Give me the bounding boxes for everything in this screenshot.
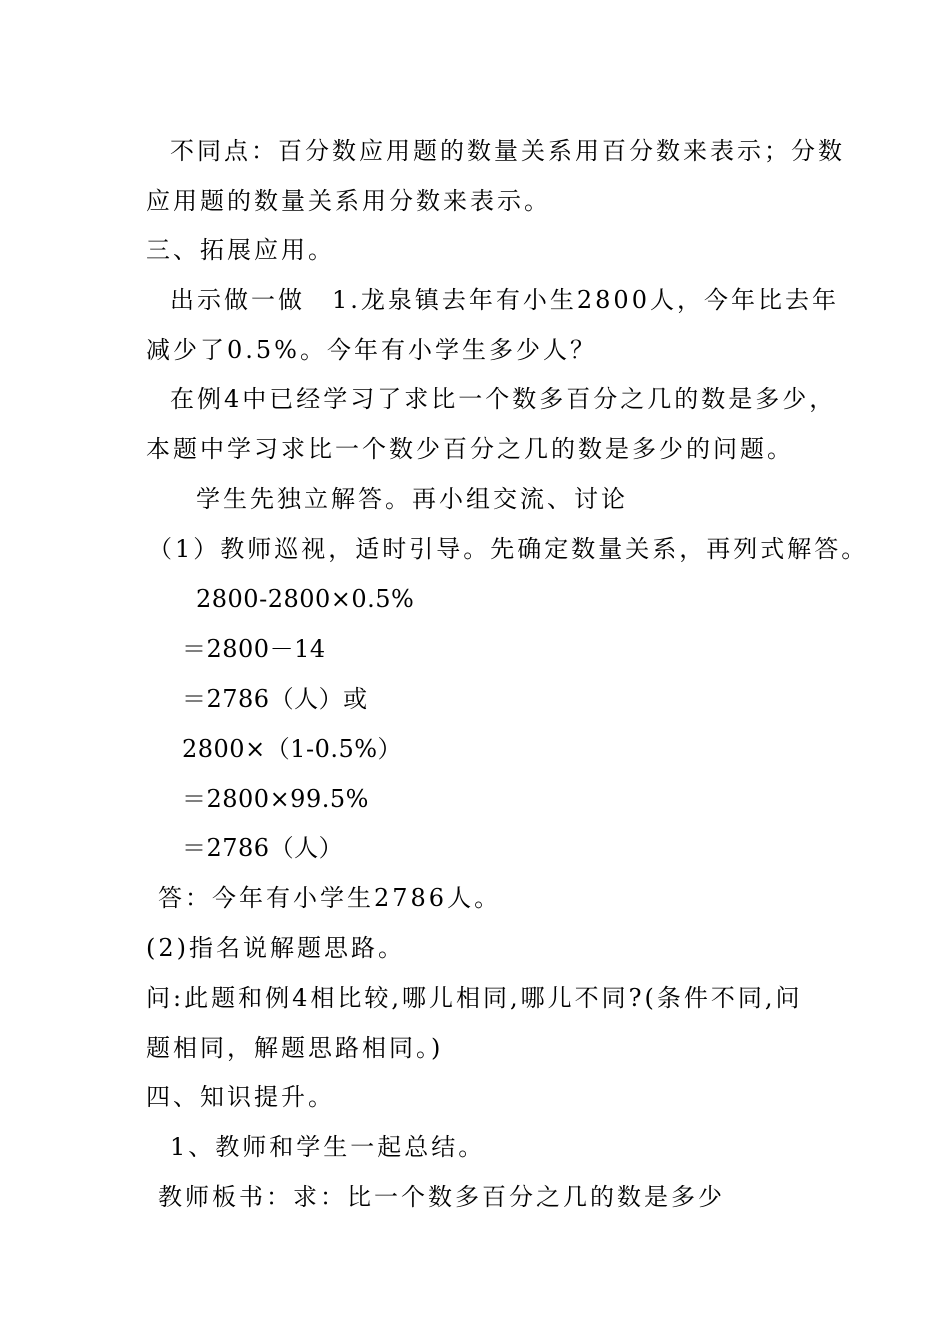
summary-line: 1、教师和学生一起总结。 — [170, 1133, 486, 1161]
question-line1: 问:此题和例4相比较,哪儿相同,哪儿不同?(条件不同,问 — [146, 984, 803, 1012]
section-heading-knowledge: 四、知识提升。 — [146, 1083, 335, 1111]
equation-line5: ＝2800×99.5% — [182, 785, 369, 813]
answer-line: 答：今年有小学生2786人。 — [158, 884, 502, 912]
equation-line3: ＝2786（人）或 — [182, 685, 368, 713]
equation-line6: ＝2786（人） — [182, 834, 344, 862]
paragraph-difference-line1: 不同点：百分数应用题的数量关系用百分数来表示；分数 — [170, 137, 845, 165]
equation-line1: 2800-2800×0.5% — [196, 585, 415, 613]
equation-line4: 2800×（1-0.5%） — [182, 735, 403, 763]
question-line2: 题相同，解题思路相同。) — [146, 1034, 444, 1062]
step-2-line: (2)指名说解题思路。 — [146, 934, 405, 962]
explanation-line2: 本题中学习求比一个数少百分之几的数是多少的问题。 — [146, 435, 794, 463]
student-activity-line: 学生先独立解答。再小组交流、讨论 — [196, 485, 628, 513]
exercise-line1: 出示做一做 1.龙泉镇去年有小生2800人，今年比去年 — [170, 286, 839, 314]
section-heading-extension: 三、拓展应用。 — [146, 236, 335, 264]
exercise-line2: 减少了0.5%。今年有小学生多少人？ — [146, 336, 597, 364]
board-writing-line: 教师板书：求：比一个数多百分之几的数是多少 — [158, 1183, 725, 1211]
explanation-line1: 在例4中已经学习了求比一个数多百分之几的数是多少， — [170, 385, 837, 413]
equation-line2: ＝2800－14 — [182, 635, 326, 663]
teacher-guidance-line: （1）教师巡视，适时引导。先确定数量关系，再列式解答。 — [148, 535, 869, 563]
paragraph-difference-line2: 应用题的数量关系用分数来表示。 — [146, 187, 551, 215]
